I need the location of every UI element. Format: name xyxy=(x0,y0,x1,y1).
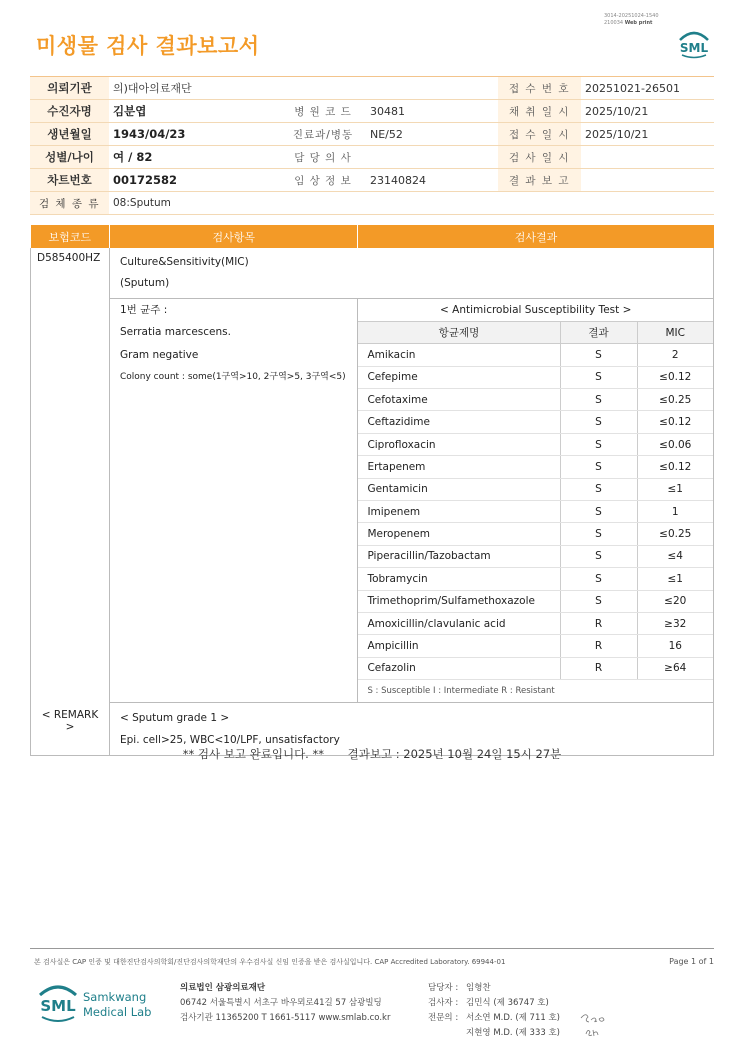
test-date-label: 검 사 일 시 xyxy=(498,146,581,169)
sir-result: S xyxy=(560,545,637,567)
ast-row xyxy=(358,523,713,545)
mic-value: ≥32 xyxy=(637,612,713,634)
organism-name: Serratia marcescens. xyxy=(119,326,231,339)
done-text: ** 검사 보고 완료입니다. ** xyxy=(182,747,324,761)
footer-divider xyxy=(30,948,714,949)
mic-value: ≤0.25 xyxy=(637,523,713,545)
sex-age-label: 성별/나이 xyxy=(30,146,109,169)
mic-value: ≤20 xyxy=(637,590,713,612)
collect-date-label: 채 취 일 시 xyxy=(498,100,581,123)
gram-stain: Gram negative xyxy=(119,348,199,361)
mic-value: ≤0.12 xyxy=(637,456,713,478)
report-value xyxy=(581,169,714,192)
remark-line-1: < Sputum grade 1 > xyxy=(119,712,230,725)
mic-value: ≤1 xyxy=(637,478,713,500)
sir-result: S xyxy=(560,366,637,388)
hospital-code-label: 병 원 코 드 xyxy=(280,100,366,123)
organism-number: 1번 균주 : xyxy=(119,304,168,316)
mic-value: 1 xyxy=(637,501,713,523)
sir-result: S xyxy=(560,478,637,500)
org-address: 06742 서울특별시 서초구 바우뫼로41길 57 삼광빌딩 xyxy=(180,998,382,1008)
sir-result: S xyxy=(560,389,637,411)
mic-value: ≤0.06 xyxy=(637,433,713,455)
birth-value: 1943/04/23 xyxy=(109,123,280,146)
chart-value: 00172582 xyxy=(109,169,280,192)
col-test-item: 검사항목 xyxy=(109,225,357,248)
mic-value: 16 xyxy=(637,635,713,657)
sir-result: R xyxy=(560,612,637,634)
org-contact: 검사기관 11365200 T 1661-5117 www.smlab.co.kr xyxy=(180,1013,391,1023)
ast-row xyxy=(358,635,713,657)
completion-line xyxy=(0,746,744,762)
drug-name: Cefazolin xyxy=(358,657,560,679)
page-number: Page 1 of 1 xyxy=(669,957,714,966)
col-insurance-code: 보험코드 xyxy=(31,225,110,248)
sir-result: S xyxy=(560,344,637,366)
ast-group-susceptible xyxy=(358,344,713,613)
organism-cell xyxy=(109,299,357,703)
collect-date-value: 2025/10/21 xyxy=(581,100,714,123)
ast-row xyxy=(358,433,713,455)
col-drug: 항균제명 xyxy=(358,321,560,343)
remark-line-2: Epi. cell>25, WBC<10/LPF, unsatisfactory xyxy=(119,734,340,747)
drug-name: Amoxicillin/clavulanic acid xyxy=(358,612,560,634)
staff-list xyxy=(428,981,560,1041)
ast-row xyxy=(358,568,713,590)
sir-result: S xyxy=(560,523,637,545)
ast-row xyxy=(358,411,713,433)
test-name: Culture&Sensitivity(MIC) xyxy=(119,256,249,268)
drug-name: Ceftazidime xyxy=(358,411,560,433)
ast-row xyxy=(358,590,713,612)
cert-text: 본 검사실은 CAP 인증 및 대한진단검사의학회/진단검사의학재단의 우수검사실 신임 인증을 받은 검사실입니다. CAP Accredited Laboratory. 69944-01 xyxy=(34,958,506,966)
report-title: 미생물 검사 결과보고서 xyxy=(36,34,260,58)
report-label: 결 과 보 고 xyxy=(498,169,581,192)
drug-name: Ampicillin xyxy=(358,635,560,657)
birth-label: 생년월일 xyxy=(30,123,109,146)
ast-row xyxy=(358,657,713,679)
ast-row xyxy=(358,344,713,366)
col-test-result: 검사결과 xyxy=(358,225,714,248)
mic-value: 2 xyxy=(637,344,713,366)
dept-label: 진료과/병동 xyxy=(280,123,366,146)
results-table xyxy=(30,225,714,756)
staff-row: 담당자 : 임형찬 xyxy=(428,983,491,993)
name-value: 김분엽 xyxy=(109,100,280,123)
staff-row: 전문의 : 서소연 M.D. (제 711 호) xyxy=(428,1013,561,1023)
drug-name: Ciprofloxacin xyxy=(358,433,560,455)
svg-text:SML: SML xyxy=(679,41,709,55)
drug-name: Cefepime xyxy=(358,366,560,388)
ast-row xyxy=(358,389,713,411)
sex-age-value: 여 / 82 xyxy=(109,146,280,169)
org-name: 의료법인 삼광의료재단 xyxy=(180,983,266,993)
insurance-code: D585400HZ xyxy=(31,248,110,703)
staff-row: 검사자 : 김민식 (제 36747 호) xyxy=(428,998,549,1008)
drug-name: Trimethoprim/Sulfamethoxazole xyxy=(358,590,560,612)
staff-row: 지현영 M.D. (제 333 호) xyxy=(466,1028,561,1038)
ast-group-resistant xyxy=(358,612,713,679)
samkwang-logo-icon xyxy=(36,980,154,1026)
signature-icon xyxy=(578,1008,608,1040)
svg-text:SML: SML xyxy=(40,997,76,1015)
doctor-label: 담 당 의 사 xyxy=(280,146,366,169)
mic-value: ≤0.12 xyxy=(637,411,713,433)
institution-label: 의뢰기관 xyxy=(30,77,109,100)
ast-table xyxy=(358,299,713,702)
clinical-value: 23140824 xyxy=(366,169,498,192)
institution-value: 의)대아의료재단 xyxy=(109,77,498,100)
print-info: 3014-20251024-1540 210034 Web print xyxy=(604,13,659,26)
drug-name: Meropenem xyxy=(358,523,560,545)
sir-result: S xyxy=(560,433,637,455)
receive-date-label: 접 수 일 시 xyxy=(498,123,581,146)
test-date-value xyxy=(581,146,714,169)
drug-name: Piperacillin/Tazobactam xyxy=(358,545,560,567)
ast-row xyxy=(358,545,713,567)
mic-value: ≤0.12 xyxy=(637,366,713,388)
sml-logo-icon xyxy=(674,28,714,60)
patient-info-table xyxy=(30,76,714,215)
sir-result: R xyxy=(560,657,637,679)
sir-result: S xyxy=(560,411,637,433)
test-specimen: (Sputum) xyxy=(119,277,170,289)
sir-result: R xyxy=(560,635,637,657)
ast-legend: S : Susceptible I : Intermediate R : Resistant xyxy=(367,686,555,697)
test-name-cell xyxy=(109,248,713,299)
sir-result: S xyxy=(560,568,637,590)
mic-value: ≤4 xyxy=(637,545,713,567)
svg-text:Samkwang: Samkwang xyxy=(83,990,147,1004)
dept-value: NE/52 xyxy=(366,123,498,146)
doctor-value xyxy=(366,146,498,169)
ast-row xyxy=(358,501,713,523)
mic-value: ≤1 xyxy=(637,568,713,590)
sir-result: S xyxy=(560,590,637,612)
receipt-no-value: 20251021-26501 xyxy=(581,77,714,100)
col-mic: MIC xyxy=(637,321,713,343)
clinical-label: 임 상 정 보 xyxy=(280,169,366,192)
specimen-value: 08:Sputum xyxy=(109,192,714,215)
drug-name: Tobramycin xyxy=(358,568,560,590)
remark-label: < REMARK > xyxy=(31,703,110,756)
drug-name: Amikacin xyxy=(358,344,560,366)
receipt-no-label: 접 수 번 호 xyxy=(498,77,581,100)
colony-count: Colony count : some(1구역>10, 2구역>5, 3구역<5) xyxy=(119,372,346,383)
sir-result: S xyxy=(560,501,637,523)
drug-name: Ertapenem xyxy=(358,456,560,478)
ast-row xyxy=(358,456,713,478)
mic-value: ≥64 xyxy=(637,657,713,679)
ast-row xyxy=(358,366,713,388)
sir-result: S xyxy=(560,456,637,478)
drug-name: Imipenem xyxy=(358,501,560,523)
report-time: 결과보고 : 2025년 10월 24일 15시 27분 xyxy=(347,747,562,761)
ast-row xyxy=(358,478,713,500)
col-sir: 결과 xyxy=(560,321,637,343)
specimen-label: 검 체 종 류 xyxy=(30,192,109,215)
org-info xyxy=(180,981,390,1026)
drug-name: Gentamicin xyxy=(358,478,560,500)
mic-value: ≤0.25 xyxy=(637,389,713,411)
chart-label: 차트번호 xyxy=(30,169,109,192)
ast-cell xyxy=(358,299,714,703)
ast-row xyxy=(358,612,713,634)
hospital-code-value: 30481 xyxy=(366,100,498,123)
name-label: 수진자명 xyxy=(30,100,109,123)
receive-date-value: 2025/10/21 xyxy=(581,123,714,146)
drug-name: Cefotaxime xyxy=(358,389,560,411)
svg-text:Medical Lab: Medical Lab xyxy=(83,1005,152,1019)
ast-title: < Antimicrobial Susceptibility Test > xyxy=(358,299,713,321)
